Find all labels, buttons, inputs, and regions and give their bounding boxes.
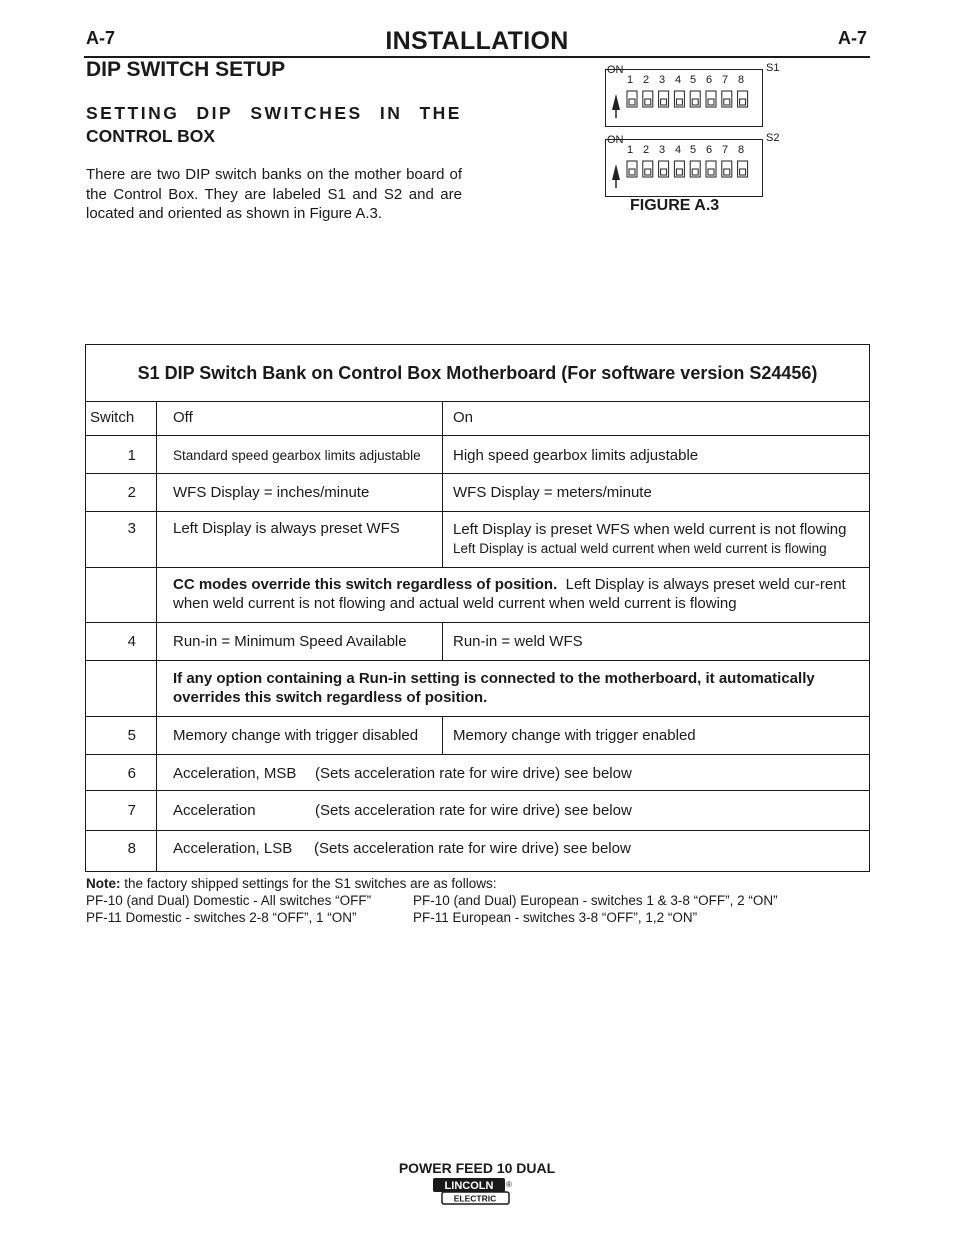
dip-number: 6 xyxy=(706,74,713,86)
dip-switch-toggle xyxy=(661,169,667,175)
dip-switch-toggle xyxy=(692,169,698,175)
dip-number: 1 xyxy=(627,144,634,156)
off-setting: Run-in = Minimum Speed Available xyxy=(157,623,443,661)
header-off: Off xyxy=(157,402,443,436)
page-number-left: A-7 xyxy=(86,28,116,48)
dip-switch-toggle xyxy=(740,169,746,175)
page-number-right: A-7 xyxy=(838,28,868,48)
note-row xyxy=(86,909,876,926)
on-setting: Run-in = weld WFS xyxy=(443,623,870,661)
header-switch: Switch xyxy=(86,402,157,436)
registered-mark-icon: ® xyxy=(506,1180,512,1189)
off-setting: Memory change with trigger disabled xyxy=(157,717,443,755)
setting-description xyxy=(157,791,870,831)
table-row xyxy=(86,755,870,791)
table-row xyxy=(86,474,870,512)
switch-number: 3 xyxy=(86,512,157,568)
on-setting: Memory change with trigger enabled xyxy=(443,717,870,755)
dip-number: 5 xyxy=(690,74,697,86)
table-title-row xyxy=(86,345,870,402)
empty-cell xyxy=(86,661,157,717)
note-row xyxy=(86,892,876,909)
logo-bottom-text: ELECTRIC xyxy=(453,1193,497,1204)
dip-on-label: ON xyxy=(607,134,624,146)
table-row xyxy=(86,436,870,474)
switch-number: 1 xyxy=(86,436,157,474)
dip-switch-toggle xyxy=(724,169,730,175)
setting-detail: (Sets acceleration rate for wire drive) see below xyxy=(315,802,632,819)
note-label: Note: xyxy=(86,876,121,891)
note-emphasis: CC modes override this switch regardless of position. xyxy=(173,576,558,593)
on-setting-line: Left Display is actual weld current when weld current is flowing xyxy=(453,541,827,556)
table-row xyxy=(86,512,870,568)
dip-switch-toggle xyxy=(645,99,651,105)
dip-number: 5 xyxy=(690,144,697,156)
setting-description xyxy=(157,831,870,872)
intro-paragraph: There are two DIP switch banks on the mother board of the Control Box. They are labeled S1 and S2 and are located and oriented as shown in Figure A.3. xyxy=(86,166,462,222)
dip-number: 3 xyxy=(659,74,666,86)
setting-detail: (Sets acceleration rate for wire drive) see below xyxy=(315,765,632,782)
switch-3-note xyxy=(157,568,870,623)
subsection-word: THE xyxy=(419,103,462,123)
dip-bank-name: S1 xyxy=(766,62,780,74)
dip-switch-toggle xyxy=(629,99,635,105)
dip-bank-s1 xyxy=(605,62,780,127)
dip-number: 4 xyxy=(675,144,682,156)
setting-detail: (Sets acceleration rate for wire drive) see below xyxy=(314,840,631,857)
switch-number: 2 xyxy=(86,474,157,512)
dip-switch-toggle xyxy=(676,99,682,105)
s1-dip-switch-table xyxy=(85,344,870,872)
dip-switch-toggle xyxy=(708,99,714,105)
subsection-word: SWITCHES xyxy=(250,103,363,123)
off-setting: WFS Display = inches/minute xyxy=(157,474,443,512)
subsection-line-2: CONTROL BOX xyxy=(86,126,215,146)
dip-number: 2 xyxy=(643,74,650,86)
subsection-line-1 xyxy=(86,102,462,125)
dip-number: 6 xyxy=(706,144,713,156)
dip-number: 4 xyxy=(675,74,682,86)
subsection-word: DIP xyxy=(196,103,234,123)
dip-number: 8 xyxy=(738,144,745,156)
dip-switch-toggle xyxy=(661,99,667,105)
pf11-domestic-setting: PF-11 Domestic - switches 2-8 “OFF”, 1 “ON” xyxy=(86,910,357,925)
dip-bank-name: S2 xyxy=(766,132,780,144)
setting-label: Acceleration, LSB xyxy=(173,840,293,857)
on-setting xyxy=(443,512,870,568)
dip-switch-row xyxy=(627,91,748,107)
dip-switch-toggle xyxy=(629,169,635,175)
dip-switch-toggle xyxy=(692,99,698,105)
table-row xyxy=(86,623,870,661)
figure-caption: FIGURE A.3 xyxy=(630,197,720,214)
dip-number: 8 xyxy=(738,74,745,86)
table-note-row xyxy=(86,568,870,623)
dip-on-label: ON xyxy=(607,64,624,76)
on-setting-line: Left Display is preset WFS when weld current is not flowing xyxy=(453,521,847,538)
subsection-word: IN xyxy=(379,103,403,123)
note-intro xyxy=(86,875,876,892)
logo-top-text: LINCOLN xyxy=(444,1180,494,1192)
table-row xyxy=(86,717,870,755)
dip-switch-toggle xyxy=(740,99,746,105)
header-on: On xyxy=(443,402,870,436)
factory-settings-note xyxy=(86,875,876,926)
dip-number: 7 xyxy=(722,74,729,86)
dip-switch-toggle xyxy=(645,169,651,175)
note-intro-text: the factory shipped settings for the S1 switches are as follows: xyxy=(124,876,497,891)
dip-bank-s2 xyxy=(605,132,780,197)
dip-switch-row xyxy=(627,161,748,177)
switch-number: 5 xyxy=(86,717,157,755)
pf11-european-setting: PF-11 European - switches 3-8 “OFF”, 1,2 “ON” xyxy=(413,910,698,925)
dip-number: 3 xyxy=(659,144,666,156)
pf10-european-setting: PF-10 (and Dual) European - switches 1 & 3-8 “OFF”, 2 “ON” xyxy=(413,893,778,908)
dip-switch-toggle xyxy=(708,169,714,175)
switch-number: 6 xyxy=(86,755,157,791)
dip-switch-toggle xyxy=(676,169,682,175)
switch-number: 8 xyxy=(86,831,157,872)
switch-number: 4 xyxy=(86,623,157,661)
setting-description xyxy=(157,755,870,791)
switch-4-note: If any option containing a Run-in setting is connected to the motherboard, it automatically overrides this switch regardless of position. xyxy=(157,661,870,717)
switch-number: 7 xyxy=(86,791,157,831)
off-setting: Standard speed gearbox limits adjustable xyxy=(157,436,443,474)
subsection-title xyxy=(86,102,462,148)
table-title: S1 DIP Switch Bank on Control Box Motherboard (For software version S24456) xyxy=(86,345,870,402)
section-title: DIP SWITCH SETUP xyxy=(86,58,286,81)
pf10-domestic-setting: PF-10 (and Dual) Domestic - All switches “OFF” xyxy=(86,893,372,908)
empty-cell xyxy=(86,568,157,623)
on-setting: WFS Display = meters/minute xyxy=(443,474,870,512)
table-header-row xyxy=(86,402,870,436)
off-setting: Left Display is always preset WFS xyxy=(157,512,443,568)
table-row xyxy=(86,831,870,872)
footer-product-name: POWER FEED 10 DUAL xyxy=(398,1160,556,1176)
setting-label: Acceleration xyxy=(173,802,256,819)
table-row xyxy=(86,791,870,831)
dip-number: 7 xyxy=(722,144,729,156)
lincoln-electric-logo xyxy=(432,1177,514,1207)
on-setting: High speed gearbox limits adjustable xyxy=(443,436,870,474)
dip-number: 2 xyxy=(643,144,650,156)
note-text: Left Display is always preset weld cur-rent when weld current is not flowing and actual weld current when weld current is flowing xyxy=(173,576,846,612)
subsection-word: SETTING xyxy=(86,103,180,123)
dip-switch-toggle xyxy=(724,99,730,105)
setting-label: Acceleration, MSB xyxy=(173,765,297,782)
dip-number: 1 xyxy=(627,74,634,86)
page-title: INSTALLATION xyxy=(385,27,569,55)
table-note-row xyxy=(86,661,870,717)
